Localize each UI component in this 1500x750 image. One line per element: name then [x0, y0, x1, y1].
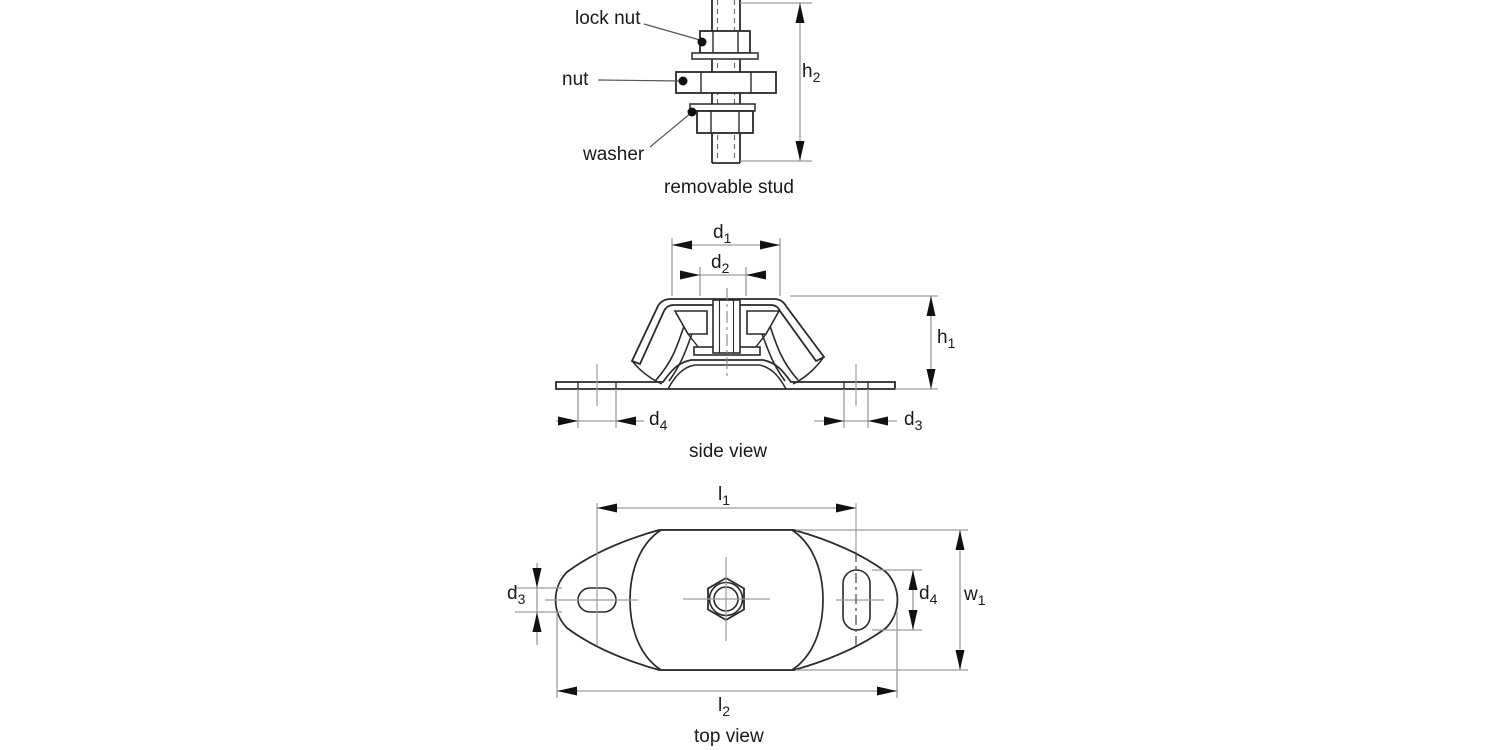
- d4-top-base: d: [919, 583, 930, 604]
- d2-base: d: [711, 252, 722, 273]
- nut-shape: [676, 72, 776, 93]
- w1-sub: 1: [977, 592, 986, 608]
- l2-base: l: [718, 695, 723, 716]
- rubber-wedge-left: [675, 311, 707, 334]
- d3-sub: 3: [914, 417, 923, 433]
- rubber-wedge-right: [747, 311, 779, 334]
- top-view-caption: top view: [694, 726, 764, 747]
- w1-base: w: [964, 584, 978, 605]
- w1-dimension-label: [964, 585, 986, 606]
- d3-base: d: [904, 409, 915, 430]
- top-view-drawing: [515, 503, 968, 698]
- d4-side-dimension-label: [649, 410, 667, 431]
- h2-dimension-label: [802, 62, 820, 83]
- l2-dimension-label: [718, 696, 730, 717]
- l1-dimension-label: [718, 485, 730, 506]
- d3-top-base: d: [507, 583, 518, 604]
- d1-sub: 1: [723, 230, 732, 246]
- h1-dimension-label: [937, 328, 955, 349]
- side-view-caption: side view: [689, 441, 768, 462]
- stud-caption: removable stud: [664, 177, 794, 198]
- d3-side-dimension-label: [904, 410, 922, 431]
- h1-base: h: [937, 327, 948, 348]
- lower-nut-shape: [697, 111, 753, 133]
- d1-dimension-label: [713, 223, 731, 244]
- d4-base: d: [649, 409, 660, 430]
- l2-sub: 2: [722, 703, 731, 719]
- d4-top-dimension-label: [919, 584, 937, 605]
- d3-top-sub: 3: [517, 591, 526, 607]
- l1-sub: 1: [722, 492, 731, 508]
- h2-sub: 2: [812, 69, 821, 85]
- l1-base: l: [718, 484, 723, 505]
- d4-sub: 4: [659, 417, 668, 433]
- d2-sub: 2: [721, 260, 730, 276]
- washer-label: washer: [583, 144, 645, 165]
- dimension-d4-side: [556, 389, 644, 428]
- side-view-drawing: [556, 238, 938, 428]
- upper-washer-shape: [692, 53, 758, 59]
- h1-sub: 1: [947, 335, 956, 351]
- d4-top-sub: 4: [929, 591, 938, 607]
- h2-base: h: [802, 61, 813, 82]
- d2-dimension-label: [711, 253, 729, 274]
- d1-base: d: [713, 222, 724, 243]
- d3-top-dimension-label: [507, 584, 525, 605]
- nut-label: nut: [562, 69, 589, 90]
- washer-shape: [690, 104, 755, 111]
- lock-nut-shape: [700, 31, 750, 53]
- lock-nut-label: lock nut: [575, 8, 641, 29]
